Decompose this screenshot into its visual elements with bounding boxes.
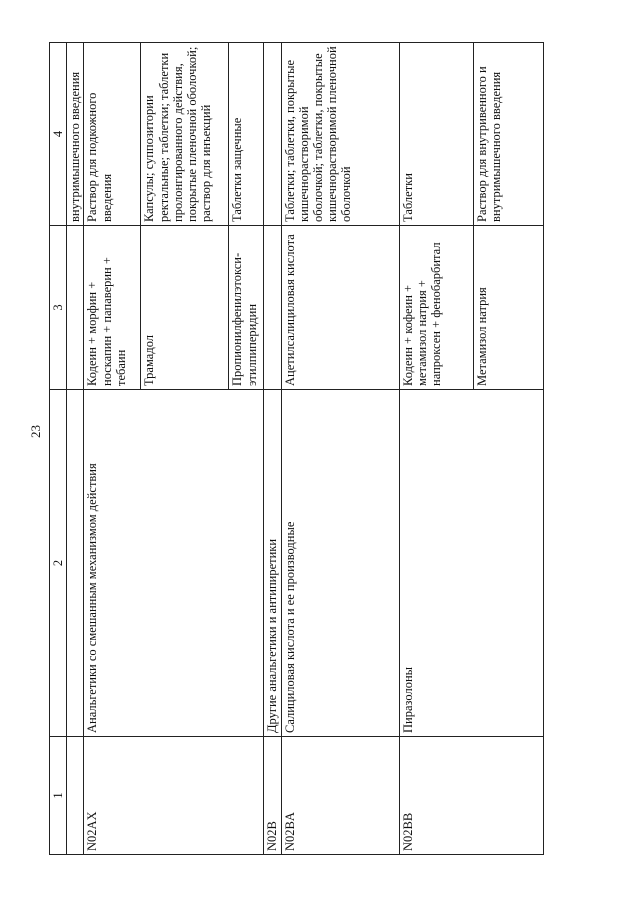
table-row <box>67 43 84 855</box>
substance-cell: Метамизол натрия <box>473 226 543 390</box>
form-cell: Таблетки защечные <box>229 43 264 226</box>
atc-code-cell: N02BB <box>399 737 543 855</box>
substance-cell: Кодеин + кофеин + метамизол натрия + напроксен + фенобарбитал <box>399 226 473 390</box>
page-number: 23 <box>28 425 43 438</box>
atc-code-cell: N02BA <box>281 737 399 855</box>
group-cell: Пиразолоны <box>399 390 543 737</box>
header-row <box>50 43 67 855</box>
atc-code-cell: N02AX <box>84 737 264 855</box>
table-row <box>264 43 281 855</box>
substance-cell: Пропионилфенилэтокси-этилпиперидин <box>229 226 264 390</box>
table-row <box>84 43 141 855</box>
atc-code-cell: N02B <box>264 737 281 855</box>
form-cell: Таблетки; таблетки, покрытые кишечнорастворимой оболочкой; таблетки, покрытые кишечнорастворимой пленочной оболочкой <box>281 43 399 226</box>
group-cell <box>67 390 84 737</box>
table-row <box>281 43 399 855</box>
form-cell: Таблетки <box>399 43 473 226</box>
group-cell: Салициловая кислота и ее производные <box>281 390 399 737</box>
table-row <box>399 43 473 855</box>
form-cell: внутримышечного введения <box>67 43 84 226</box>
header-col-2: 2 <box>50 390 67 737</box>
drug-table <box>49 42 544 855</box>
header-col-1: 1 <box>50 737 67 855</box>
form-cell: Раствор для подкожного введения <box>84 43 141 226</box>
atc-code-cell <box>67 737 84 855</box>
header-col-4: 4 <box>50 43 67 226</box>
substance-cell <box>264 226 281 390</box>
group-cell: Другие анальгетики и антипиретики <box>264 390 281 737</box>
group-cell: Анальгетики со смешанным механизмом действия <box>84 390 264 737</box>
form-cell <box>264 43 281 226</box>
header-col-3: 3 <box>50 226 67 390</box>
form-cell: Раствор для внутривенного и внутримышечного введения <box>473 43 543 226</box>
substance-cell <box>67 226 84 390</box>
form-cell: Капсулы; суппозитории ректальные; таблетки; таблетки пролонгированного действия, покрытые пленочной оболочкой; раствор для инъекций <box>141 43 229 226</box>
substance-cell: Трамадол <box>141 226 229 390</box>
substance-cell: Ацетилсалициловая кислота <box>281 226 399 390</box>
substance-cell: Кодеин + морфин + носкапин + папаверин + тебаин <box>84 226 141 390</box>
